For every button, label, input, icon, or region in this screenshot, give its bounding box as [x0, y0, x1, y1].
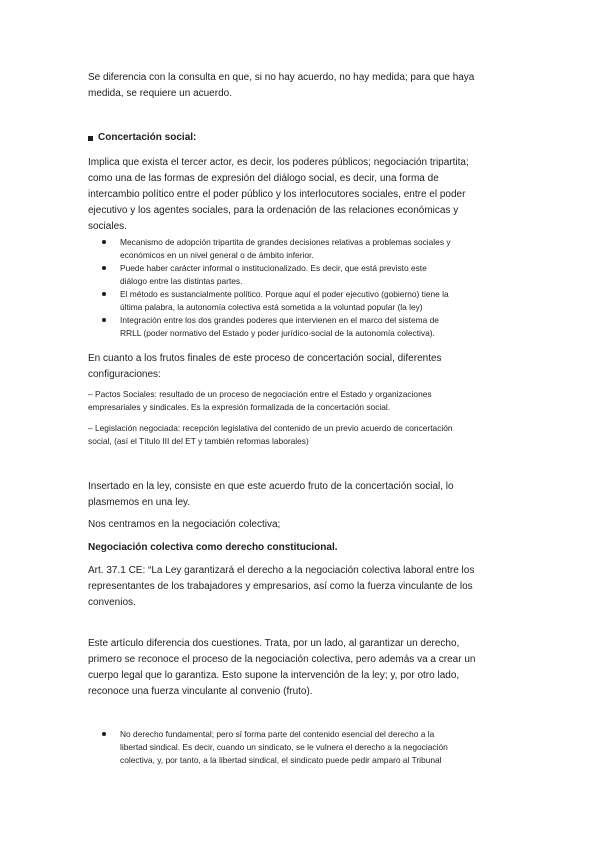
derecho-fundamental-bullet-list: [88, 728, 528, 767]
square-bullet-icon: [88, 136, 93, 141]
text-line: medida, se requiere un acuerdo.: [88, 88, 232, 99]
paragraph-insertado-ley: [88, 479, 528, 511]
bullet-dot-icon: [102, 732, 106, 736]
bullet-dot-icon: [102, 266, 106, 270]
text-line: sociales.: [88, 221, 127, 232]
text-line: – Pactos Sociales: resultado de un proceso de negociación entre el Estado y organizaciones: [88, 389, 432, 399]
text-line: empresariales y sindicales. Es la expresión formalizada de la concertación social.: [88, 402, 391, 412]
text-line: Puede haber carácter informal o institucionalizado. Es decir, que está previsto este: [120, 263, 427, 273]
section-heading-negociacion-colectiva: [88, 540, 528, 556]
text-line: No derecho fundamental; pero sí forma parte del contenido esencial del derecho a la: [120, 729, 435, 739]
text-line: primero se reconoce el proceso de la negociación colectiva, pero además va a crear un: [88, 654, 476, 665]
text-line: plasmemos en una ley.: [88, 497, 191, 508]
text-line: social, (así el Título III del ET y también reformas laborales): [88, 436, 309, 446]
list-item: [88, 262, 528, 288]
heading-text: Concertación social:: [98, 132, 197, 143]
text-line: ejecutivo y los agentes sociales, para la ordenación de las relaciones económicas y: [88, 205, 459, 216]
text-line: Mecanismo de adopción tripartita de grandes decisiones relativas a problemas sociales y: [120, 237, 451, 247]
paragraph-consulta-difference: [88, 70, 528, 102]
list-item: [88, 288, 528, 314]
bullet-dot-icon: [102, 240, 106, 244]
text-line: cuerpo legal que lo garantiza. Esto supone la intervención de la ley; y, por otro lado,: [88, 670, 460, 681]
text-line: El método es sustancialmente político. Porque aquí el poder ejecutivo (gobierno) tiene la: [120, 289, 449, 299]
paragraph-negociacion-colectiva-intro: [88, 517, 528, 533]
text-line: como una de las formas de expresión del diálogo social, es decir, una forma de: [88, 173, 439, 184]
text-line: reconoce una fuerza vinculante al convenio (fruto).: [88, 686, 313, 697]
list-item: [88, 236, 528, 262]
concertacion-bullet-list: [88, 236, 528, 340]
text-line: Implica que exista el tercer actor, es decir, los poderes públicos; negociación tripartita;: [88, 157, 469, 168]
text-line: Art. 37.1 CE: “La Ley garantizará el derecho a la negociación colectiva laboral entre los: [88, 565, 475, 576]
text-line: Insertado en la ley, consiste en que este acuerdo fruto de la concertación social, lo: [88, 481, 454, 492]
paragraph-pactos-sociales: [88, 388, 528, 414]
text-line: colectiva, y, por tanto, a la libertad sindical, el sindicato puede pedir amparo al Tribunal: [120, 755, 442, 765]
paragraph-art-37: [88, 563, 528, 611]
text-line: – Legislación negociada: recepción legislativa del contenido de un previo acuerdo de concertación: [88, 423, 453, 433]
paragraph-articulo-diferencia: [88, 636, 528, 700]
text-line: Este artículo diferencia dos cuestiones. Trata, por un lado, al garantizar un derecho,: [88, 638, 460, 649]
text-line: libertad sindical. Es decir, cuando un sindicato, se le vulnera el derecho a la negociación: [120, 742, 448, 752]
list-item: [88, 728, 528, 767]
heading-text: Negociación colectiva como derecho constitucional.: [88, 542, 338, 553]
text-line: intercambio político entre el poder público y los interlocutores sociales, entre el poder: [88, 189, 466, 200]
text-line: diálogo entre las distintas partes.: [120, 276, 243, 286]
text-line: económicos en un nivel general o de ámbito inferior.: [120, 250, 314, 260]
text-line: Nos centramos en la negociación colectiva;: [88, 519, 281, 530]
paragraph-legislacion-negociada: [88, 422, 528, 448]
text-line: última palabra, la autonomía colectiva está sometida a la voluntad popular (la ley): [120, 302, 423, 312]
bullet-dot-icon: [102, 292, 106, 296]
text-line: En cuanto a los frutos finales de este proceso de concertación social, diferentes: [88, 353, 442, 364]
text-line: Integración entre los dos grandes poderes que intervienen en el marco del sistema de: [120, 315, 439, 325]
bullet-dot-icon: [102, 318, 106, 322]
text-line: convenios.: [88, 597, 136, 608]
paragraph-concertacion-definition: [88, 155, 528, 235]
paragraph-frutos-finales: [88, 351, 528, 383]
section-heading-concertacion: [88, 130, 528, 146]
text-line: RRLL (poder normativo del Estado y poder jurídico-social de la autonomía colectiva).: [120, 328, 435, 338]
text-line: Se diferencia con la consulta en que, si no hay acuerdo, no hay medida; para que haya: [88, 72, 475, 83]
list-item: [88, 314, 528, 340]
text-line: representantes de los trabajadores y empresarios, así como la fuerza vinculante de los: [88, 581, 473, 592]
text-line: configuraciones:: [88, 369, 161, 380]
